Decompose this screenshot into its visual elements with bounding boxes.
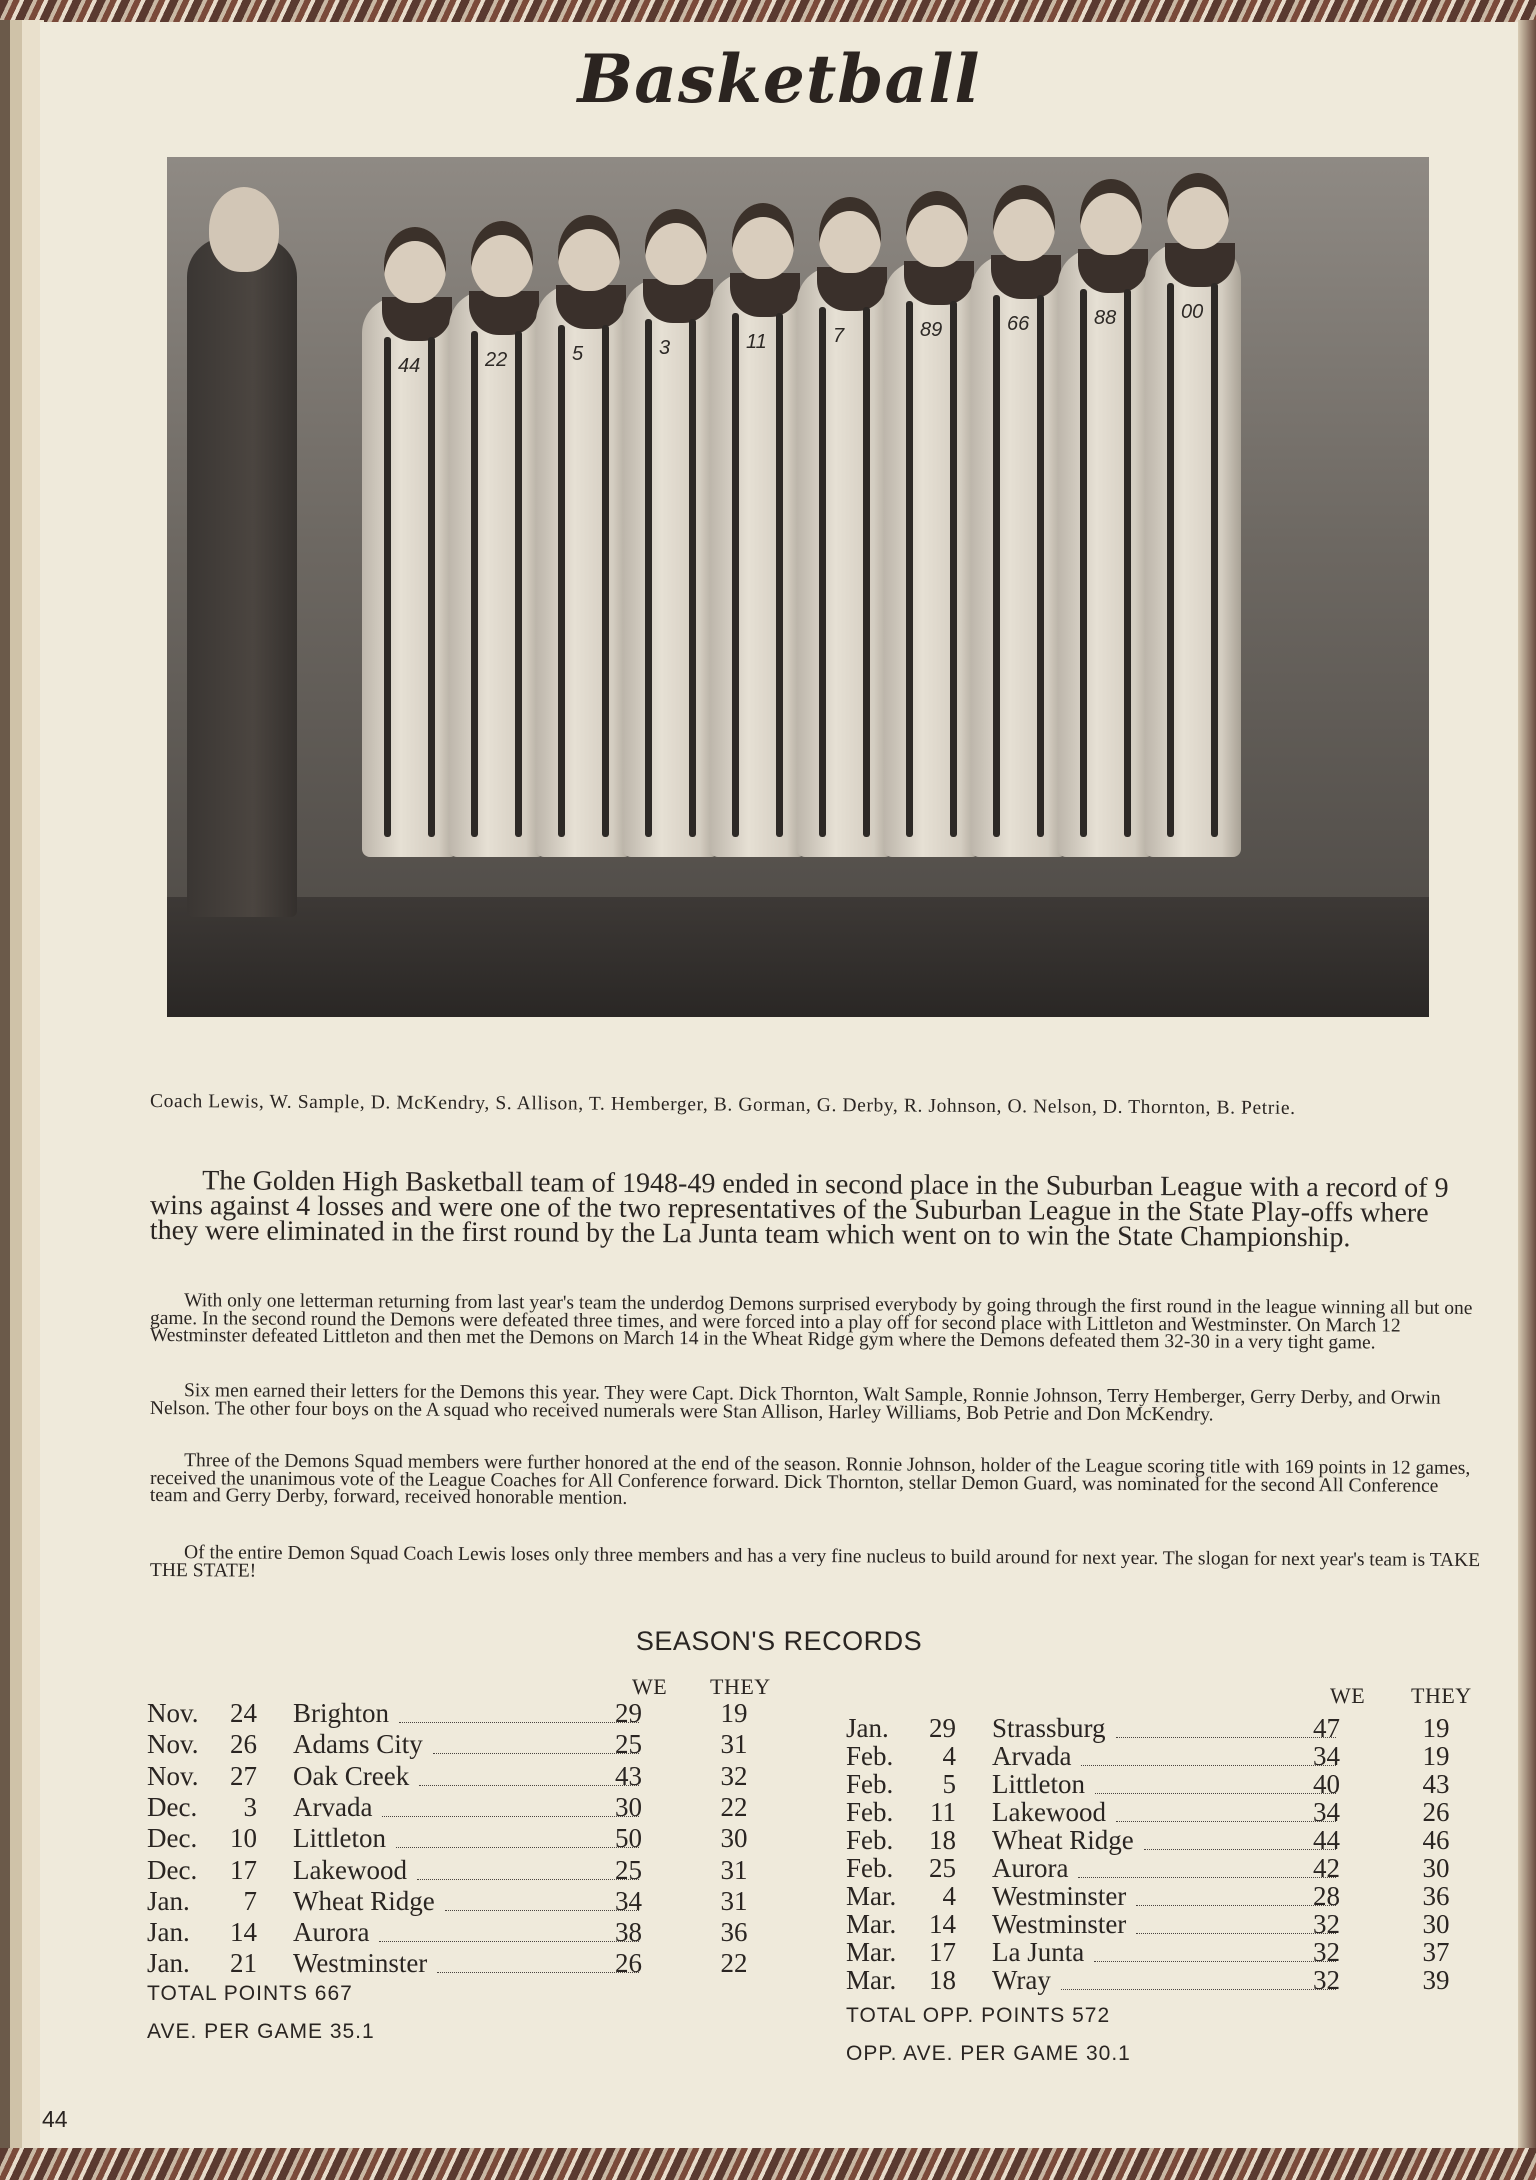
player-figure xyxy=(623,279,719,857)
game-row xyxy=(147,1855,807,1886)
jacket-collar xyxy=(1078,249,1148,293)
article-paragraph-2: With only one letterman returning from last year's team the underdog Demons surprised everybody by going through the first round in the league winning all but one game. In the second round the Demons were defeated three times, and were forced into a play off for second place with Littleton and Westminster. On March 12 Westminster defeated Littleton and then met the Demons on March 14 in the Wheat Ridge gym where the Demons defeated them 32-30 in a very tight game. xyxy=(149,1290,1473,1354)
warmup-stripe xyxy=(689,319,696,837)
player-head xyxy=(906,191,968,267)
jacket-collar xyxy=(730,273,800,317)
coach-head xyxy=(209,187,279,272)
game-row xyxy=(846,1881,1506,1912)
leader-dots xyxy=(1081,1765,1336,1766)
jacket-collar xyxy=(991,255,1061,299)
leader-dots xyxy=(445,1910,639,1911)
team-photo xyxy=(167,157,1429,1017)
their-score: 30 xyxy=(1422,1853,1450,1883)
opponent-name: La Junta xyxy=(992,1937,1085,1967)
opponent-name: Littleton xyxy=(992,1769,1085,1799)
game-row xyxy=(846,1769,1506,1800)
our-score: 28 xyxy=(1313,1881,1340,1911)
leader-dots xyxy=(1061,1989,1336,1990)
our-score: 40 xyxy=(1313,1769,1340,1799)
game-month: Dec. xyxy=(147,1854,198,1885)
warmup-stripe xyxy=(471,331,478,837)
their-score: 31 xyxy=(720,1729,748,1760)
game-month: Mar. xyxy=(846,1965,897,1995)
their-score: 36 xyxy=(720,1917,748,1948)
game-day: 26 xyxy=(230,1729,257,1760)
jacket-collar xyxy=(904,261,974,305)
game-row xyxy=(846,1853,1506,1884)
opponent-name: Oak Creek xyxy=(293,1760,410,1791)
player-figure xyxy=(971,255,1067,857)
game-row xyxy=(846,1909,1506,1940)
our-score: 38 xyxy=(615,1917,642,1948)
game-month: Nov. xyxy=(147,1698,199,1728)
player-head xyxy=(1080,179,1142,255)
game-row xyxy=(147,1698,807,1729)
opponent-name: Aurora xyxy=(293,1917,370,1948)
opponent-name: Westminster xyxy=(992,1909,1127,1939)
opponent-name: Brighton xyxy=(293,1698,390,1728)
leader-dots xyxy=(433,1753,639,1754)
player-figure xyxy=(797,267,893,857)
game-day: 17 xyxy=(929,1937,956,1967)
they-header: THEY xyxy=(710,1674,771,1699)
game-month: Feb. xyxy=(846,1741,894,1771)
our-score: 25 xyxy=(615,1854,642,1885)
jersey-number: 11 xyxy=(746,331,767,353)
game-month: Jan. xyxy=(846,1713,889,1743)
their-score: 43 xyxy=(1422,1769,1450,1799)
player-head xyxy=(732,203,794,279)
their-score: 30 xyxy=(720,1823,748,1854)
article-paragraph-4: Three of the Demons Squad members were further honored at the end of the season. Ronnie Johnson, holder of the League scoring title with 169 points in 12 games, received the unanimous vote of the League Coaches for All Conference forward. Dick Thornton, stellar Demon Guard, was nominated for the second All Conference team and Gerry Derby, forward, received honorable mention. xyxy=(149,1450,1471,1509)
page-number: 44 xyxy=(42,2106,68,2132)
opponent-name: Adams City xyxy=(293,1729,423,1760)
game-row xyxy=(846,1797,1506,1828)
warmup-stripe xyxy=(1037,295,1044,837)
leader-dots xyxy=(1078,1877,1336,1878)
book-right-edge xyxy=(1518,20,1536,2160)
opponent-name: Arvada xyxy=(293,1791,373,1822)
game-day: 14 xyxy=(230,1917,257,1948)
opponent-name: Westminster xyxy=(293,1948,428,1979)
game-day: 27 xyxy=(230,1760,257,1791)
our-score: 25 xyxy=(615,1729,642,1760)
our-score: 43 xyxy=(615,1760,642,1791)
warmup-stripe xyxy=(1124,289,1131,837)
our-score: 42 xyxy=(1313,1853,1340,1883)
player-figure xyxy=(1145,243,1241,857)
we-header-right: WE xyxy=(1330,1683,1366,1708)
photo-floor xyxy=(167,897,1429,1017)
jersey-number: 22 xyxy=(485,349,508,371)
leader-dots xyxy=(1144,1849,1336,1850)
binding-border-bottom xyxy=(0,2148,1536,2180)
they-header-right: THEY xyxy=(1411,1683,1472,1708)
warmup-stripe xyxy=(384,337,391,837)
opp-average-per-game: OPP. AVE. PER GAME 30.1 xyxy=(846,2042,1131,2065)
opponent-name: Aurora xyxy=(992,1853,1069,1883)
game-day: 17 xyxy=(230,1854,257,1885)
player-figure xyxy=(710,273,806,857)
game-row xyxy=(846,1825,1506,1856)
warmup-stripe xyxy=(819,307,826,837)
game-row xyxy=(846,1937,1506,1968)
game-month: Feb. xyxy=(846,1853,894,1883)
player-head xyxy=(1167,173,1229,249)
their-score: 31 xyxy=(720,1854,748,1885)
game-month: Feb. xyxy=(846,1825,894,1855)
records-title: SEASON'S RECORDS xyxy=(635,1626,923,1656)
game-row xyxy=(147,1917,807,1948)
warmup-stripe xyxy=(732,313,739,837)
total-points: TOTAL POINTS 667 xyxy=(147,1982,353,2005)
game-day: 29 xyxy=(929,1713,956,1743)
jacket-collar xyxy=(382,297,452,341)
coach-figure xyxy=(187,237,297,917)
leader-dots xyxy=(1095,1793,1336,1794)
game-row xyxy=(147,1886,807,1917)
their-score: 19 xyxy=(720,1698,748,1728)
player-head xyxy=(558,215,620,291)
our-score: 44 xyxy=(1313,1825,1340,1855)
player-head xyxy=(384,227,446,303)
their-score: 36 xyxy=(1422,1881,1450,1911)
our-score: 32 xyxy=(1313,1965,1340,1995)
leader-dots xyxy=(1094,1961,1336,1962)
total-opp-points: TOTAL OPP. POINTS 572 xyxy=(846,2004,1111,2027)
game-day: 18 xyxy=(929,1965,956,1995)
average-per-game: AVE. PER GAME 35.1 xyxy=(147,2020,375,2043)
opponent-name: Lakewood xyxy=(992,1797,1106,1827)
their-score: 37 xyxy=(1422,1937,1450,1967)
their-score: 32 xyxy=(720,1760,748,1791)
their-score: 46 xyxy=(1422,1825,1450,1855)
page-title: Basketball xyxy=(577,40,981,118)
game-row xyxy=(147,1761,807,1792)
leader-dots xyxy=(437,1972,639,1973)
game-row xyxy=(846,1965,1506,1996)
game-month: Dec. xyxy=(147,1791,198,1822)
jacket-collar xyxy=(469,291,539,335)
jacket-collar xyxy=(643,279,713,323)
their-score: 31 xyxy=(720,1885,748,1916)
opponent-name: Strassburg xyxy=(992,1713,1106,1743)
their-score: 26 xyxy=(1422,1797,1450,1827)
player-figure xyxy=(536,285,632,857)
game-month: Mar. xyxy=(846,1909,897,1939)
their-score: 39 xyxy=(1422,1965,1450,1995)
our-score: 47 xyxy=(1313,1713,1340,1743)
jersey-number: 88 xyxy=(1094,307,1117,329)
warmup-stripe xyxy=(428,337,435,837)
player-head xyxy=(471,221,533,297)
game-month: Nov. xyxy=(147,1729,199,1760)
our-score: 29 xyxy=(615,1698,642,1728)
game-month: Mar. xyxy=(846,1881,897,1911)
warmup-stripe xyxy=(906,301,913,837)
schedule-right xyxy=(846,1677,1506,2057)
jersey-number: 44 xyxy=(398,355,421,377)
jacket-collar xyxy=(817,267,887,311)
our-score: 34 xyxy=(1313,1797,1340,1827)
warmup-stripe xyxy=(645,319,652,837)
article-lead-paragraph: The Golden High Basketball team of 1948-49 ended in second place in the Suburban League with a record of 9 wins against 4 losses and were one of the two representatives of the Suburban League in the State Play-offs where they were eliminated in the first round by the La Junta team which went on to win the State Championship. xyxy=(149,1165,1449,1254)
leader-dots xyxy=(1116,1737,1336,1738)
game-row xyxy=(147,1823,807,1854)
game-row xyxy=(846,1741,1506,1772)
our-score: 34 xyxy=(615,1885,642,1916)
game-month: Mar. xyxy=(846,1937,897,1967)
warmup-stripe xyxy=(1211,283,1218,837)
game-month: Feb. xyxy=(846,1797,894,1827)
warmup-stripe xyxy=(515,331,522,837)
game-day: 3 xyxy=(243,1791,257,1822)
game-row xyxy=(846,1713,1506,1744)
opponent-name: Wheat Ridge xyxy=(992,1825,1134,1855)
player-figure xyxy=(362,297,458,857)
game-day: 4 xyxy=(942,1881,956,1911)
jersey-number: 00 xyxy=(1181,301,1204,323)
jersey-number: 7 xyxy=(833,325,845,347)
game-row xyxy=(147,1729,807,1760)
their-score: 19 xyxy=(1422,1713,1450,1743)
our-score: 32 xyxy=(1313,1909,1340,1939)
game-day: 24 xyxy=(230,1698,257,1728)
warmup-stripe xyxy=(950,301,957,837)
player-figure xyxy=(1058,249,1154,857)
warmup-stripe xyxy=(558,325,565,837)
game-day: 7 xyxy=(243,1885,257,1916)
leader-dots xyxy=(396,1847,639,1848)
game-day: 5 xyxy=(942,1769,956,1799)
leader-dots xyxy=(419,1785,639,1786)
warmup-stripe xyxy=(1080,289,1087,837)
jacket-collar xyxy=(1165,243,1235,287)
yearbook-page xyxy=(40,22,1518,2148)
warmup-stripe xyxy=(993,295,1000,837)
our-score: 26 xyxy=(615,1948,642,1979)
their-score: 22 xyxy=(720,1948,748,1979)
jersey-number: 5 xyxy=(572,343,584,365)
leader-dots xyxy=(1136,1905,1336,1906)
game-day: 10 xyxy=(230,1823,257,1854)
game-month: Dec. xyxy=(147,1823,198,1854)
game-month: Feb. xyxy=(846,1769,894,1799)
our-score: 30 xyxy=(615,1791,642,1822)
game-day: 25 xyxy=(929,1853,956,1883)
leader-dots xyxy=(1116,1821,1336,1822)
opponent-name: Wheat Ridge xyxy=(293,1885,435,1916)
player-figure xyxy=(449,291,545,857)
book-spine-edge xyxy=(0,20,44,2160)
warmup-stripe xyxy=(602,325,609,837)
game-row xyxy=(147,1948,807,1979)
their-score: 19 xyxy=(1422,1741,1450,1771)
jersey-number: 66 xyxy=(1007,313,1030,335)
game-month: Nov. xyxy=(147,1760,199,1791)
warmup-stripe xyxy=(1167,283,1174,837)
game-day: 18 xyxy=(929,1825,956,1855)
game-day: 4 xyxy=(942,1741,956,1771)
jacket-collar xyxy=(556,285,626,329)
jersey-number: 3 xyxy=(659,337,671,359)
our-score: 34 xyxy=(1313,1741,1340,1771)
article-paragraph-5: Of the entire Demon Squad Coach Lewis loses only three members and has a very fine nucleus to build around for next year. The slogan for next year's team is TAKE THE STATE! xyxy=(149,1542,1481,1582)
warmup-stripe xyxy=(863,307,870,837)
opponent-name: Arvada xyxy=(992,1741,1072,1771)
leader-dots xyxy=(417,1879,639,1880)
opponent-name: Westminster xyxy=(992,1881,1127,1911)
warmup-stripe xyxy=(776,313,783,837)
player-figure xyxy=(884,261,980,857)
opponent-name: Wray xyxy=(992,1965,1051,1995)
photo-caption: Coach Lewis, W. Sample, D. McKendry, S. Allison, T. Hemberger, B. Gorman, G. Derby, R. Johnson, O. Nelson, D. Thornton, B. Petrie. xyxy=(149,1090,1296,1119)
we-header: WE xyxy=(632,1674,668,1699)
game-month: Jan. xyxy=(147,1948,190,1979)
our-score: 32 xyxy=(1313,1937,1340,1967)
jersey-number: 89 xyxy=(920,319,943,341)
game-day: 14 xyxy=(929,1909,956,1939)
leader-dots xyxy=(382,1816,639,1817)
their-score: 22 xyxy=(720,1791,748,1822)
game-row xyxy=(147,1792,807,1823)
opponent-name: Lakewood xyxy=(293,1854,407,1885)
their-score: 30 xyxy=(1422,1909,1450,1939)
article-paragraph-3: Six men earned their letters for the Demons this year. They were Capt. Dick Thornton, Walt Sample, Ronnie Johnson, Terry Hemberger, Gerry Derby, and Orwin Nelson. The other four boys on the A squad who received numerals were Stan Allison, Harley Williams, Bob Petrie and Don McKendry. xyxy=(149,1380,1441,1425)
game-day: 11 xyxy=(930,1797,956,1827)
leader-dots xyxy=(379,1941,639,1942)
our-score: 50 xyxy=(615,1823,642,1854)
player-head xyxy=(819,197,881,273)
game-day: 21 xyxy=(230,1948,257,1979)
leader-dots xyxy=(399,1722,639,1723)
game-month: Jan. xyxy=(147,1885,190,1916)
player-head xyxy=(645,209,707,285)
leader-dots xyxy=(1136,1933,1336,1934)
opponent-name: Littleton xyxy=(293,1823,386,1854)
game-month: Jan. xyxy=(147,1917,190,1948)
player-head xyxy=(993,185,1055,261)
